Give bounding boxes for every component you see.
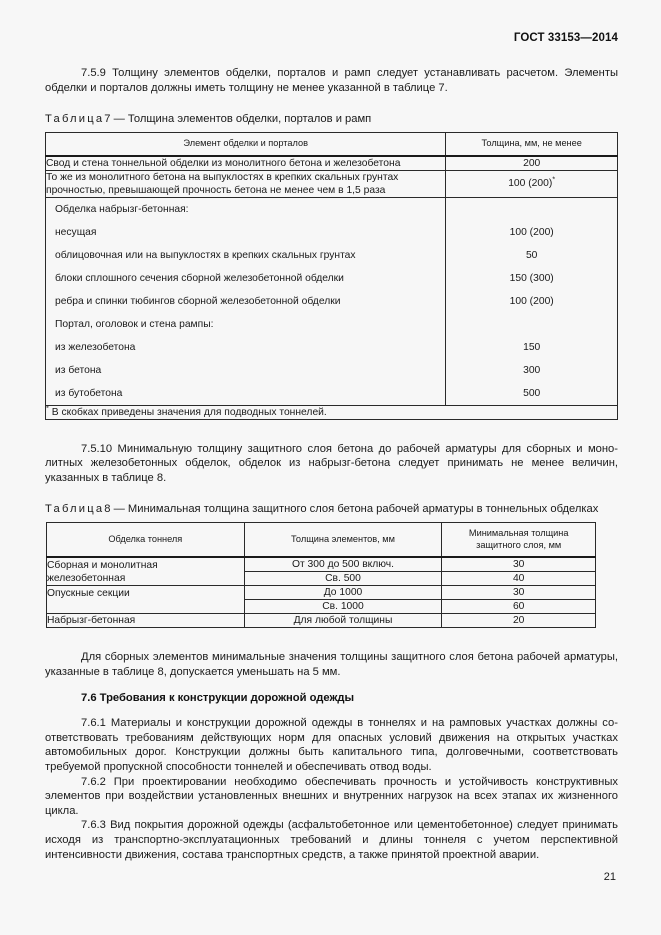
table8-row3-thickness: Св. 1000 — [244, 600, 442, 614]
table7-group-sprayed-item-2: блоки сплошного сечения сборной железобетонной обделки — [55, 272, 344, 284]
spacer — [45, 680, 618, 691]
table7-row0-label: Свод и стена тоннельной обделки из монолитного бетона и железобетона — [46, 156, 446, 171]
table8-caption-rest: 8 — Минимальная толщина защитного слоя бетона рабочей арматуры в тоннельных обделках — [104, 503, 599, 516]
table7-header-row — [46, 133, 618, 156]
table8-row1-thickness: Св. 500 — [244, 572, 442, 586]
table8-head — [47, 523, 596, 558]
table7-group-portal-item-0: из железобетона — [55, 341, 136, 353]
table7-body — [46, 156, 618, 420]
table7-row0-value: 200 — [446, 156, 618, 171]
table7-caption-rest: 7 — Толщина элементов обделки, порталов и рамп — [104, 113, 372, 126]
table7-group-sprayed-value-0: 100 (200) — [509, 226, 554, 238]
paragraph-7-6-3: 7.6.3 Вид покрытия дорожной одежды (асфальтобетонное или цементобетонное) следует принимать исходя из транспортно-эксплуатационных требований и длины тоннеля с учетом перспективной интенсивности движения, состава транспортных средств, а также принятой проектной аварии. — [45, 819, 618, 861]
table8-row2-thickness: До 1000 — [244, 586, 442, 600]
table7-group-values — [446, 197, 618, 405]
table8-row0-lining: Сборная и монолитная — [47, 557, 245, 572]
footnote-marker-ref: * — [46, 403, 49, 413]
table7-row1-value-text: 100 (200) — [508, 178, 553, 190]
table7-group-portal-title-value — [446, 313, 617, 336]
table7-group-sprayed-item-0: несущая — [55, 226, 97, 238]
table-row — [47, 572, 596, 586]
table8-row0-thickness: От 300 до 500 включ. — [244, 557, 442, 572]
table-row — [47, 614, 596, 628]
spacer — [45, 705, 618, 716]
table8-row3-lining — [47, 600, 245, 614]
table8-caption — [45, 502, 618, 516]
table7-header-col1: Элемент обделки и порталов — [46, 133, 446, 156]
table8-row4-lining: Набрызг-бетонная — [47, 614, 245, 628]
table-7 — [45, 132, 618, 420]
table-row — [47, 600, 596, 614]
table7-footnote-text: В скобках приведены значения для подводных тоннелей. — [51, 406, 327, 418]
table8-caption-word: Таблица — [45, 503, 105, 516]
table7-caption-word: Таблица — [45, 113, 105, 126]
table8-row2-lining: Опускные секции — [47, 586, 245, 600]
table7-row1-label: То же из монолитного бетона на выпуклостях в крепких скальных грунтах прочностью, превышающей прочность бетона не менее чем в 1,5 раза — [46, 170, 446, 197]
spacer — [45, 485, 618, 502]
table7-group-sprayed-title: Обделка набрызг-бетонная: — [55, 203, 189, 215]
table8-body — [47, 557, 596, 628]
table7-group-sprayed-value-3: 100 (200) — [509, 295, 554, 307]
document-header: ГОСТ 33153—2014 — [513, 32, 618, 44]
table8-header-col3: Минимальная толщина защитного слоя, мм — [442, 523, 596, 558]
table8-row3-cover: 60 — [442, 600, 596, 614]
paragraph-7-5-9: 7.5.9 Толщину элементов обделки, порталов и рамп следует устанавливать расчетом. Элементы обделки и порталов должны иметь толщину не менее указанной в таблице 7. — [45, 67, 618, 94]
paragraph-after-table8: Для сборных элементов минимальные значения толщины защитного слоя бетона рабочей арматуры, указанные в таблице 8, допускается уменьшать на 5 мм. — [45, 651, 618, 679]
table7-group-portal-value-2: 500 — [523, 387, 541, 399]
table7-group-portal-item-2: из бутобетона — [55, 387, 123, 399]
table-row — [46, 156, 618, 171]
page-number: 21 — [603, 871, 616, 884]
table8-row0-cover: 30 — [442, 557, 596, 572]
table7-caption — [45, 112, 618, 126]
table7-group-portal-value-0: 150 — [523, 341, 541, 353]
table-row — [47, 557, 596, 572]
table-row — [47, 586, 596, 600]
table7-head — [46, 133, 618, 156]
table7-group-portal-item-1: из бетона — [55, 364, 102, 376]
table8-header-col1: Обделка тоннеля — [47, 523, 245, 558]
spacer — [45, 628, 618, 650]
table7-group-portal-title: Портал, оголовок и стена рампы: — [55, 318, 214, 330]
table8-row4-thickness: Для любой толщины — [244, 614, 442, 628]
table7-footnote — [46, 405, 618, 419]
paragraph-7-5-10: 7.5.10 Минимальную толщину защитного слоя бетона до рабочей арматуры для сборных и монолитных железобетонных обделок, обделок из набрызг-бетона следует принимать не менее величин, указанных в таблице 8. — [45, 442, 618, 484]
table-row — [46, 170, 618, 197]
table8-row2-cover: 30 — [442, 586, 596, 600]
table7-group-sprayed-value-2: 150 (300) — [509, 272, 554, 284]
table7-header-col2: Толщина, мм, не менее — [446, 133, 618, 156]
table8-header-row — [47, 523, 596, 558]
table8-header-col2: Толщина элементов, мм — [244, 523, 442, 558]
spacer — [45, 420, 618, 442]
table7-row1-value — [446, 170, 618, 197]
paragraph-7-6-1: 7.6.1 Материалы и конструкции дорожной одежды в тоннелях и на рамповых участках должны соответствовать требованиям действующих норм для опасных условий движения на открытых участках автомобильных дорог. Конструкции должны быть капитального типа, долговечными, соответствовать требуемой пропускной способности тоннелей и обеспечивать отвод воды. — [45, 717, 618, 774]
table8-row1-lining: железобетонная — [47, 572, 245, 586]
table-row-group — [46, 197, 618, 405]
spacer — [45, 95, 618, 112]
footnote-marker: * — [552, 174, 556, 184]
table7-group-labels — [46, 197, 446, 405]
page-content — [45, 0, 618, 935]
heading-7-6: 7.6 Требования к конструкции дорожной одежды — [81, 691, 355, 704]
table8-row1-cover: 40 — [442, 572, 596, 586]
table7-footnote-row — [46, 405, 618, 419]
paragraph-7-6-2: 7.6.2 При проектировании необходимо обеспечивать прочность и устойчивость конструктивных элементов при воздействии установленных внешних и внутренних нагрузок на всех этапах их жизненного цикла. — [45, 775, 618, 817]
table7-group-sprayed-title-value — [446, 198, 617, 221]
table8-row4-cover: 20 — [442, 614, 596, 628]
table-8 — [46, 522, 596, 628]
table7-group-sprayed-value-1: 50 — [525, 249, 538, 261]
table7-group-sprayed-item-1: облицовочная или на выпуклостях в крепких скальных грунтах — [55, 249, 356, 261]
table7-group-sprayed-item-3: ребра и спинки тюбингов сборной железобетонной обделки — [55, 295, 341, 307]
table7-group-portal-value-1: 300 — [523, 364, 541, 376]
